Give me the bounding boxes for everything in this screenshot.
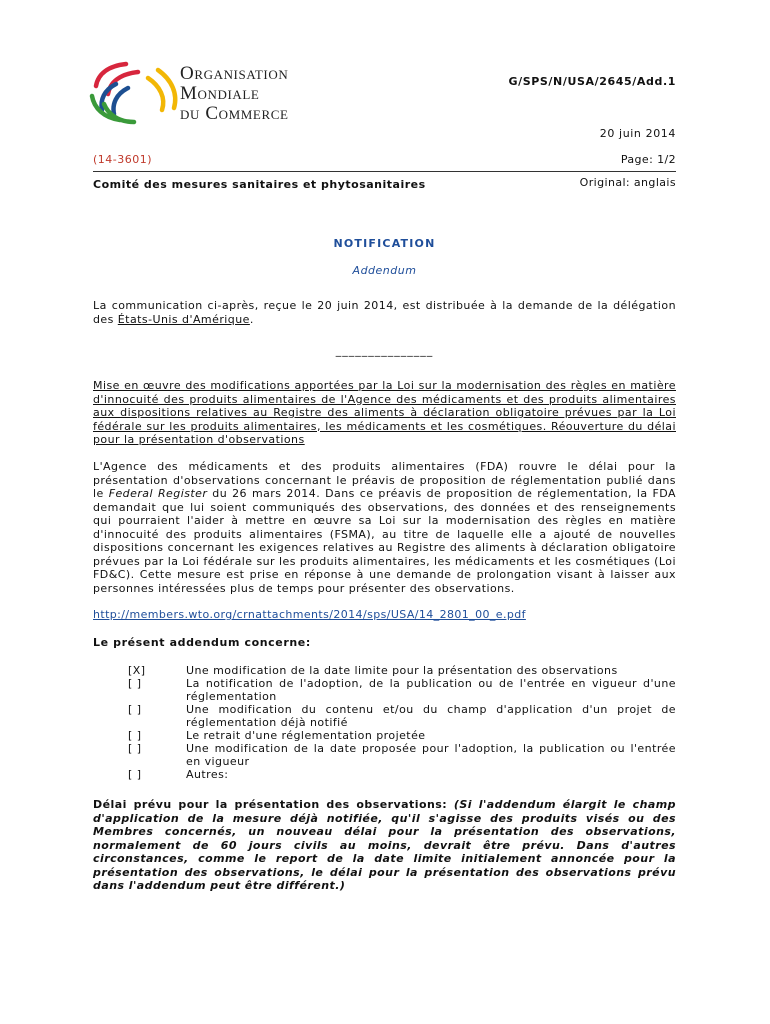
federal-register-ref: Federal Register bbox=[108, 487, 208, 500]
concerne-label: Le présent addendum concerne: bbox=[93, 636, 311, 649]
checklist-item bbox=[128, 729, 676, 742]
checkbox-marker: [ ] bbox=[128, 729, 142, 742]
checklist-item bbox=[128, 664, 676, 677]
delegation-name: États-Unis d'Amérique bbox=[117, 312, 250, 326]
subject-body bbox=[93, 460, 676, 595]
checklist-text: Une modification du contenu et/ou du champ d'application d'un projet de réglementation déjà notifié bbox=[186, 703, 676, 729]
document-number: (14-3601) bbox=[93, 153, 153, 166]
body-text-2: du 26 mars 2014. Dans ce préavis de proposition de réglementation, la FDA demandait que lui soient communiqués des observations, des données et des renseignements qui pourraient l'aider à mettre en œuvre sa Loi sur la modernisation des règles en matière d'innocuité des produits alimentaires (FSMA), au titre de laquelle elle a ajouté de nouvelles dispositions concernant les exigences relatives au Registre des aliments à déclaration obligatoire prévues par la Loi fédérale sur les produits alimentaires, les médicaments et les cosmétiques (Loi FD&C). Cette mesure est prise en réponse à une demande de prolongation visant à laisser aux personnes intéressées plus de temps pour présenter des observations. bbox=[93, 487, 677, 595]
checklist-text: La notification de l'adoption, de la publication ou de l'entrée en vigueur d'une réglementation bbox=[186, 677, 676, 703]
org-line2: Mondiale bbox=[180, 83, 260, 104]
original-language: Original: anglais bbox=[579, 176, 676, 189]
org-line3: du Commerce bbox=[180, 103, 289, 124]
organisation-name bbox=[180, 64, 289, 124]
addendum-checklist bbox=[128, 664, 676, 781]
body-text-1: L'Agence des médicaments et des produits alimentaires (FDA) rouvre le délai pour la présentation d'observations concernant le préavis de proposition de réglementation publié dans le bbox=[93, 460, 676, 500]
intro-paragraph bbox=[93, 299, 676, 326]
deadline-note: (Si l'addendum élargit le champ d'application de la mesure déjà notifiée, qu'il s'agisse des produits visés ou des Membres concernés, un nouveau délai pour la présentation des observations, normalement de 60 jours civils au moins, devrait être prévu. Dans d'autres circonstances, comme le report de la date limite initialement annoncée pour la présentation des observations, le délai pour la présentation des observations prévu dans l'addendum peut être différent.) bbox=[93, 798, 676, 892]
wto-logo-icon bbox=[86, 58, 186, 138]
deadline-label: Délai prévu pour la présentation des observations: bbox=[93, 798, 454, 811]
document-symbol: G/SPS/N/USA/2645/Add.1 bbox=[508, 75, 676, 88]
checklist-text: Autres: bbox=[186, 768, 229, 781]
subject-heading: Mise en œuvre des modifications apportées par la Loi sur la modernisation des règles en matière d'innocuité des produits alimentaires de l'Agence des médicaments et des produits alimentaires aux dispositions relatives au Registre des aliments à déclaration obligatoire prévues par la Loi fédérale sur les produits alimentaires, les médicaments et les cosmétiques. Réouverture du délai pour la présentation d'observations bbox=[93, 379, 676, 446]
attachment-link[interactable]: http://members.wto.org/crnattachments/2014/sps/USA/14_2801_00_e.pdf bbox=[93, 608, 526, 621]
document-date: 20 juin 2014 bbox=[599, 127, 676, 140]
notification-title: NOTIFICATION bbox=[333, 237, 436, 250]
committee-name: Comité des mesures sanitaires et phytosanitaires bbox=[93, 178, 426, 191]
checklist-text: Une modification de la date limite pour la présentation des observations bbox=[186, 664, 618, 677]
checkbox-marker: [X] bbox=[128, 664, 146, 677]
deadline-paragraph bbox=[93, 798, 676, 893]
intro-text: La communication ci-après, reçue le 20 juin 2014, est distribuée à la demande de la délégation des bbox=[93, 299, 676, 326]
intro-end: . bbox=[249, 312, 254, 326]
separator-line: _______________ bbox=[335, 344, 434, 357]
checkbox-marker: [ ] bbox=[128, 677, 142, 690]
checkbox-marker: [ ] bbox=[128, 742, 142, 755]
page-number: Page: 1/2 bbox=[620, 153, 676, 166]
checklist-item bbox=[128, 742, 676, 768]
header-divider bbox=[93, 171, 676, 172]
checklist-item bbox=[128, 703, 676, 729]
checkbox-marker: [ ] bbox=[128, 703, 142, 716]
checkbox-marker: [ ] bbox=[128, 768, 142, 781]
checklist-text: Le retrait d'une réglementation projetée bbox=[186, 729, 426, 742]
checklist-item bbox=[128, 677, 676, 703]
checklist-text: Une modification de la date proposée pour l'adoption, la publication ou l'entrée en vigueur bbox=[186, 742, 676, 768]
addendum-subtitle: Addendum bbox=[352, 264, 417, 277]
checklist-item bbox=[128, 768, 676, 781]
org-line1: Organisation bbox=[180, 63, 289, 84]
